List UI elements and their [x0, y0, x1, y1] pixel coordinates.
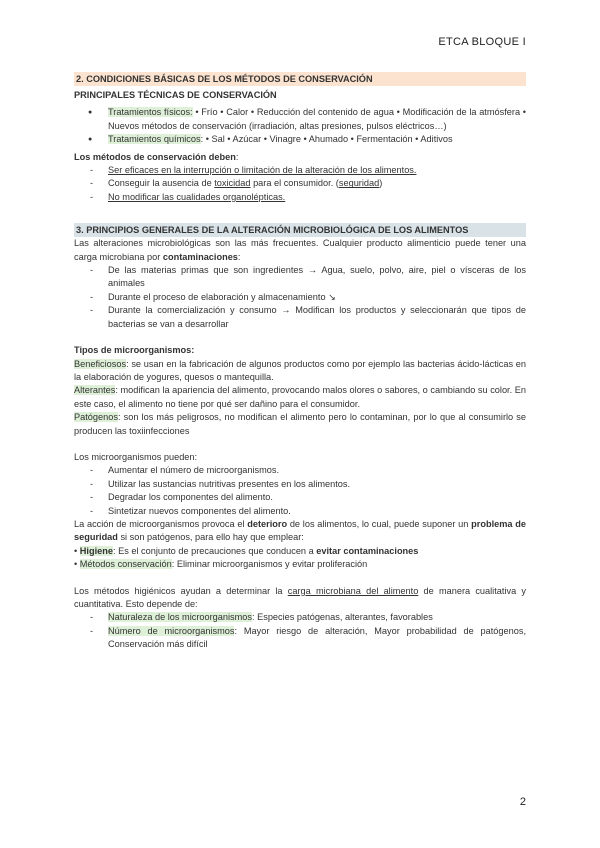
depende-list [74, 611, 526, 651]
accion-e: si son patógenos, para ello hay que emplear: [117, 532, 304, 543]
accion-paragraph [74, 518, 526, 545]
higienicos-c: de manera cualitativa y cuantitativa. Esto depende de: [74, 585, 526, 609]
beneficiosos-paragraph [74, 358, 526, 385]
list-item [74, 191, 526, 204]
tipos-title: Tipos de microorganismos: [74, 345, 195, 356]
pueden-title: Los microorganismos pueden: [74, 451, 198, 462]
higienicos-a: Los métodos higiénicos ayudan a determinar la [74, 585, 288, 596]
alterantes-paragraph [74, 384, 526, 411]
list-item [74, 625, 526, 652]
accion-b: deterioro [247, 518, 288, 529]
list-item [74, 106, 526, 133]
page-content [74, 72, 526, 652]
metodos-label: Métodos conservación [79, 559, 172, 570]
list-item: - Sintetizar nuevos componentes del alimento. [74, 505, 526, 518]
list-item: - Durante la comercialización y consumo → Modifican los productos y seleccionarán que tipos de bacterias se van a desarrollar [74, 304, 526, 331]
higiene-b: evitar contaminaciones [316, 545, 419, 556]
list-item [74, 611, 526, 624]
intro-b: contaminaciones [162, 251, 238, 262]
deben-heading [74, 151, 526, 164]
higienicos-paragraph [74, 585, 526, 612]
section-3-intro [74, 237, 526, 264]
list-item [74, 164, 526, 177]
metodos-line [74, 558, 526, 571]
alterantes-text: : modifican la apariencia del alimento, provocando malos olores o sabores, o cambiando su color. En este caso, el alimento no tiene por qué ser dañino para el consumidor. [74, 385, 526, 409]
fisicos-label: Tratamientos físicos: [108, 107, 193, 118]
deben-item-1: Ser eficaces en la interrupción o limitación de la alteración de los alimentos. [108, 165, 417, 176]
alterantes-label: Alterantes [74, 385, 116, 396]
page-number: 2 [519, 796, 526, 808]
deben-list [74, 164, 526, 204]
list-item [74, 177, 526, 190]
accion-a: La acción de microorganismos provoca el [74, 518, 248, 529]
techniques-list [74, 106, 526, 146]
list-item: - Aumentar el número de microorganismos. [74, 464, 526, 477]
deben-item-2e: ) [379, 178, 383, 189]
patogenos-label: Patógenos [74, 412, 118, 423]
section-2-subtitle: PRINCIPALES TÉCNICAS DE CONSERVACIÓN [74, 90, 277, 100]
contamination-list [74, 264, 526, 331]
deben-item-2d: seguridad [338, 178, 380, 189]
higienicos-b: carga microbiana del alimento [287, 585, 419, 596]
accion-d: problema de seguridad [74, 518, 526, 543]
pueden-list [74, 464, 526, 518]
deben-colon: : [235, 151, 239, 162]
numero-label: Número de microorganismos [108, 625, 235, 636]
deben-item-2a: Conseguir la ausencia de [108, 178, 215, 189]
running-header: ETCA BLOQUE I [438, 36, 526, 48]
list-item: - Durante el proceso de elaboración y almacenamiento ↘ [74, 291, 526, 304]
higiene-bullet: • [74, 545, 80, 556]
deben-item-3: No modificar las cualidades organolépticas. [108, 191, 286, 202]
higiene-line [74, 545, 526, 558]
deben-item-2b: toxicidad [214, 178, 251, 189]
patogenos-paragraph [74, 411, 526, 438]
section-2-title: 2. CONDICIONES BÁSICAS DE LOS MÉTODOS DE CONSERVACIÓN [74, 72, 526, 86]
patogenos-text: : son los más peligrosos, no modifican el alimento pero lo contaminan, por lo que al consumirlo se producen las toxiinfecciones [74, 412, 526, 436]
deben-item-2c: para el consumidor. ( [250, 178, 339, 189]
beneficiosos-label: Beneficiosos [74, 358, 127, 369]
deben-title: Los métodos de conservación deben [74, 151, 236, 162]
intro-c: : [237, 251, 241, 262]
quimicos-text: : • Sal • Azúcar • Vinagre • Ahumado • Fermentación • Aditivos [200, 134, 453, 145]
list-item: - Degradar los componentes del alimento. [74, 491, 526, 504]
numero-text: : Mayor riesgo de alteración, Mayor probabilidad de patógenos, Conservación más difícil [108, 625, 526, 650]
fisicos-text: • Frío • Calor • Reducción del contenido de agua • Modificación de la atmósfera • Nuevos métodos de conservación (irradiación, altas presiones, pulsos eléctricos…) [108, 107, 526, 131]
quimicos-label: Tratamientos químicos [108, 134, 201, 145]
accion-c: de los alimentos, lo cual, puede suponer un [287, 518, 472, 529]
list-item: - De las materias primas que son ingredientes → Agua, suelo, polvo, aire, piel o vísceras de los animales [74, 264, 526, 291]
metodos-text: : Eliminar microorganismos y evitar proliferación [171, 559, 368, 570]
naturaleza-text: : Especies patógenas, alterantes, favorables [252, 612, 433, 623]
higiene-a: : Es el conjunto de precauciones que conducen a [112, 545, 317, 556]
list-item [74, 133, 526, 146]
intro-a: Las alteraciones microbiológicas son las más frecuentes. Cualquier producto alimenticio puede tener una carga microbiana por [74, 238, 526, 262]
beneficiosos-text: : se usan en la fabricación de algunos productos como por ejemplo las bacterias ácido-lácticas en la elaboración de yogures, quesos o mantequilla. [74, 358, 526, 382]
higiene-label: Higiene [79, 545, 113, 556]
metodos-bullet: • [74, 559, 80, 570]
section-3-title: 3. PRINCIPIOS GENERALES DE LA ALTERACIÓN MICROBIOLÓGICA DE LOS ALIMENTOS [74, 223, 526, 237]
naturaleza-label: Naturaleza de los microorganismos [108, 612, 252, 623]
list-item: - Utilizar las sustancias nutritivas presentes en los alimentos. [74, 478, 526, 491]
